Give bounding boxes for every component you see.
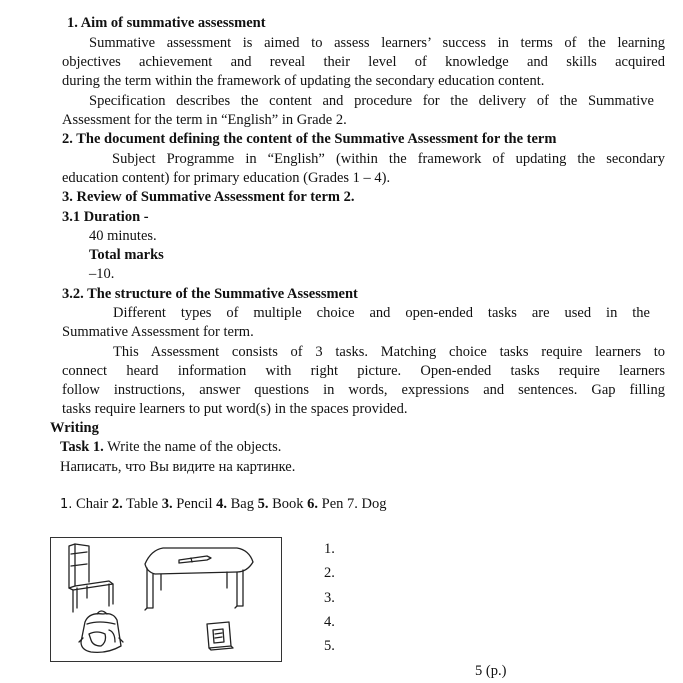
word-number: 2. xyxy=(111,496,123,512)
answer-number: 3. xyxy=(324,590,335,606)
paragraph-line: Different types of multiple choice and open-ended tasks are used in the xyxy=(113,305,650,321)
objects-drawing xyxy=(51,538,281,661)
paragraph-line: Specification describes the content and procedure for the delivery of the Summative xyxy=(89,93,654,109)
word-list xyxy=(60,495,387,514)
word: Pen xyxy=(318,496,348,512)
chair-drawing xyxy=(69,544,113,612)
total-marks-value: –10. xyxy=(89,266,115,282)
paragraph-line: education content) for primary education (Grades 1 – 4). xyxy=(62,170,391,186)
paragraph-line: Assessment for the term in “English” in Grade 2. xyxy=(62,112,347,128)
section-3-heading: 3. Review of Summative Assessment for term 2. xyxy=(62,189,355,205)
word: Book xyxy=(268,496,308,512)
paragraph-line: during the term within the framework of updating the secondary education content. xyxy=(62,73,545,89)
word-number: 5. xyxy=(257,496,269,512)
word: Chair xyxy=(72,496,112,512)
task-label: Task 1. xyxy=(60,439,104,455)
total-marks-label: Total marks xyxy=(89,247,164,263)
word: Table xyxy=(122,496,162,512)
task-1-instruction xyxy=(60,438,281,457)
paragraph-line: objectives achievement and reveal their level of knowledge and skills acquired xyxy=(62,54,665,70)
answer-number: 2. xyxy=(324,565,335,581)
paragraph-line: follow instructions, answer questions in words, expressions and sentences. Gap filling xyxy=(62,382,665,398)
answer-number: 5. xyxy=(324,638,335,654)
word-number: 1. xyxy=(60,497,73,512)
paragraph-line: Subject Programme in “English” (within the framework of updating the secondary xyxy=(112,151,665,167)
book-drawing xyxy=(207,622,233,650)
task-text: Write the name of the objects. xyxy=(103,439,282,455)
word: Bag xyxy=(226,496,258,512)
pencil-drawing xyxy=(179,556,211,563)
objects-picture xyxy=(50,537,282,662)
duration-label: 3.1 Duration - xyxy=(62,209,149,225)
task-1-instruction-ru: Написать, что Вы видите на картинке. xyxy=(60,459,296,475)
word-number: 4. xyxy=(216,496,227,512)
word-number: 7. xyxy=(347,496,358,512)
answer-number: 4. xyxy=(324,614,335,630)
paragraph-line: tasks require learners to put word(s) in the spaces provided. xyxy=(62,401,408,417)
bag-drawing xyxy=(79,611,123,652)
word-number: 6. xyxy=(307,496,319,512)
section-1-heading: 1. Aim of summative assessment xyxy=(67,15,266,31)
paragraph-line: Summative assessment is aimed to assess learners’ success in terms of the learning xyxy=(89,35,665,51)
word: Pencil xyxy=(172,496,217,512)
writing-heading: Writing xyxy=(50,420,99,436)
word-number: 3. xyxy=(161,496,173,512)
structure-heading: 3.2. The structure of the Summative Assessment xyxy=(62,286,358,302)
answer-number: 1. xyxy=(324,541,335,557)
paragraph-line: Summative Assessment for term. xyxy=(62,324,254,340)
word: Dog xyxy=(357,496,387,512)
section-2-heading: 2. The document defining the content of the Summative Assessment for the term xyxy=(62,131,557,147)
paragraph-line: This Assessment consists of 3 tasks. Matching choice tasks require learners to xyxy=(113,344,665,360)
duration-value: 40 minutes. xyxy=(89,228,157,244)
paragraph-line: connect heard information with right picture. Open-ended tasks require learners xyxy=(62,363,665,379)
points-label: 5 (p.) xyxy=(475,663,507,679)
